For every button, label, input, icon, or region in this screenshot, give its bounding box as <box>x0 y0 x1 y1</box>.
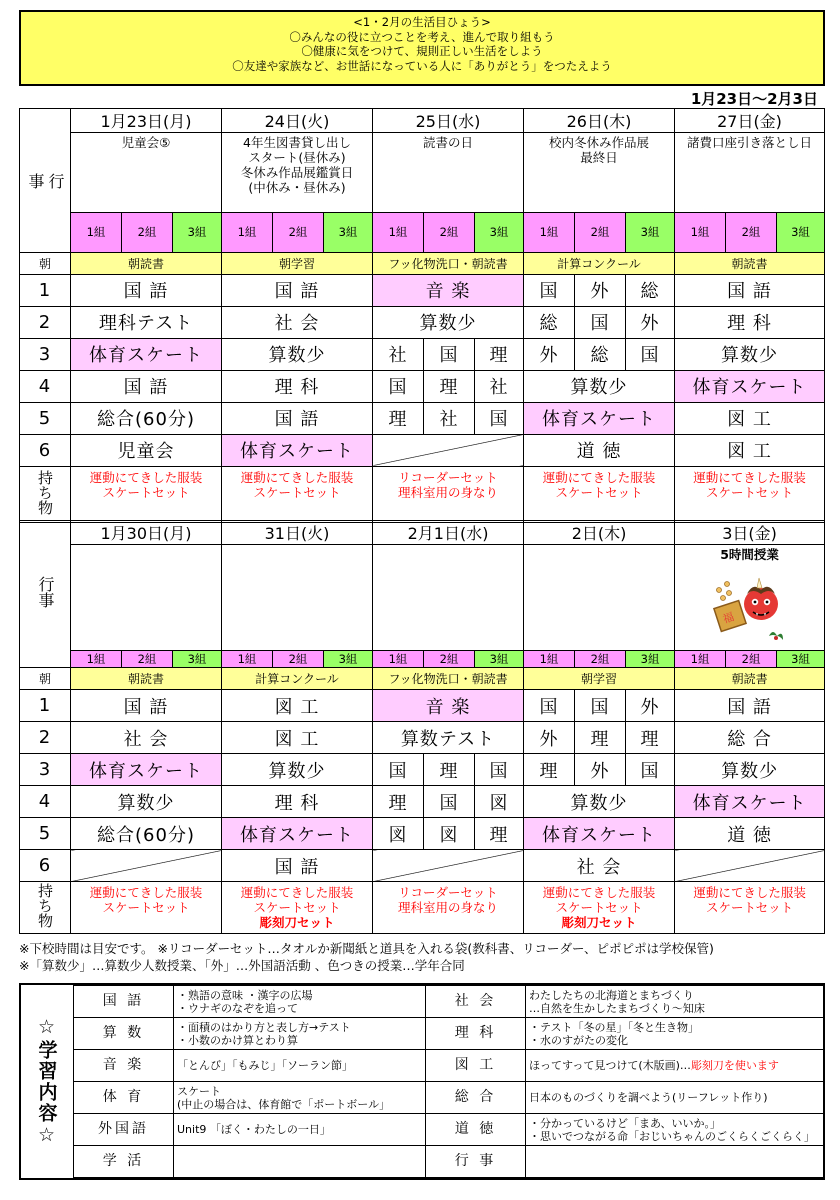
subject-content: ・分かっているけど「まあ、いいか。」 ・思いでつながる命「おじいちゃんのごくらくごくらく」 <box>526 1114 824 1146</box>
subject-label: 音 楽 <box>74 1050 174 1082</box>
holly-icon <box>769 632 783 640</box>
date-header: 2日(木) <box>524 521 675 545</box>
lesson: 国 <box>626 754 675 786</box>
lesson: 総 <box>626 274 675 306</box>
event-cell: 読書の日 <box>373 133 524 213</box>
items-cell: 運動にてきした服装 スケートセット <box>222 466 373 522</box>
monthly-goals <box>19 10 825 86</box>
class-label: 3組 <box>777 213 825 253</box>
subject-label: 図 工 <box>426 1050 526 1082</box>
lesson: 図 <box>475 786 524 818</box>
class-label: 3組 <box>626 651 675 668</box>
date-header: 26日(木) <box>524 109 675 133</box>
lesson: 図 工 <box>675 402 825 434</box>
lesson: 理 科 <box>222 370 373 402</box>
event-cell <box>373 545 524 651</box>
class-label: 2組 <box>273 651 324 668</box>
period-label: 6 <box>20 850 71 882</box>
event-cell: 児童会⑤ <box>71 133 222 213</box>
lesson-joint: 体育スケート <box>675 786 825 818</box>
lesson: 理科テスト <box>71 306 222 338</box>
period-label: 1 <box>20 274 71 306</box>
class-label: 3組 <box>324 213 373 253</box>
lesson: 国 <box>575 690 626 722</box>
class-label: 3組 <box>475 651 524 668</box>
subject-label: 学 活 <box>74 1146 174 1178</box>
subject-label: 道 徳 <box>426 1114 526 1146</box>
no-lesson <box>373 434 524 466</box>
period-label: 4 <box>20 786 71 818</box>
lesson: 国 <box>424 786 475 818</box>
items-cell: 運動にてきした服装 スケートセット 彫刻刀セット <box>524 882 675 934</box>
period-label: 3 <box>20 338 71 370</box>
class-label: 2組 <box>122 651 173 668</box>
goal-line: 〇友達や家族など、お世話になっている人に「ありがとう」をつたえよう <box>232 58 612 73</box>
lesson: 国 語 <box>675 274 825 306</box>
week2-schedule <box>19 520 825 934</box>
lesson: 外 <box>626 306 675 338</box>
class-label: 2組 <box>575 213 626 253</box>
lesson-joint: 体育スケート <box>222 434 373 466</box>
morning-activity: 朝学習 <box>524 668 675 690</box>
lesson: 図 工 <box>675 434 825 466</box>
items-cell: 運動にてきした服装 スケートセット <box>71 466 222 522</box>
lesson: 算数少 <box>222 338 373 370</box>
period-label: 5 <box>20 402 71 434</box>
lesson: 国 語 <box>675 690 825 722</box>
items-label: 持ち物 <box>20 466 71 522</box>
subject-content: ・テスト「冬の星」「冬と生き物」 ・水のすがたの変化 <box>526 1018 824 1050</box>
subject-content: 日本のものづくりを調べよう(リーフレット作り) <box>526 1082 824 1114</box>
class-label: 3組 <box>173 651 222 668</box>
class-label: 2組 <box>424 651 475 668</box>
date-header: 25日(水) <box>373 109 524 133</box>
lesson: 理 <box>626 722 675 754</box>
no-lesson <box>71 850 222 882</box>
class-label: 1組 <box>222 651 273 668</box>
lesson: 総 合 <box>675 722 825 754</box>
class-label: 3組 <box>324 651 373 668</box>
note-line: ※「算数少」…算数少人数授業、「外」…外国語活動 、色つきの授業…学年合同 <box>19 958 465 973</box>
lesson: 図 工 <box>222 690 373 722</box>
subject-label: 外国語 <box>74 1114 174 1146</box>
date-header: 1月23日(月) <box>71 109 222 133</box>
lesson: 外 <box>626 690 675 722</box>
subject-label: 理 科 <box>426 1018 526 1050</box>
items-label: 持ち物 <box>20 882 71 934</box>
event-cell <box>222 545 373 651</box>
morning-label: 朝 <box>20 668 71 690</box>
lesson-joint: 体育スケート <box>71 338 222 370</box>
items-cell: リコーダーセット 理科室用の身なり <box>373 882 524 934</box>
subject-label: 行 事 <box>426 1146 526 1178</box>
items-cell: 運動にてきした服装 スケートセット <box>71 882 222 934</box>
event-cell: 5時間授業 <box>675 545 825 651</box>
lesson: 国 <box>475 402 524 434</box>
lesson: 社 会 <box>524 850 675 882</box>
date-header: 3日(金) <box>675 521 825 545</box>
subject-content <box>526 1146 824 1178</box>
event-label: 行事 <box>20 213 71 253</box>
lesson: 社 会 <box>222 306 373 338</box>
morning-label: 朝 <box>20 252 71 274</box>
subject-content: 「とんび」「もみじ」「ソーラン節」 <box>174 1050 426 1082</box>
period-label: 5 <box>20 818 71 850</box>
study-table <box>73 985 824 1178</box>
study-title: ☆学習内容☆ <box>35 1015 58 1148</box>
lesson: 総合(60分) <box>71 818 222 850</box>
lesson: 理 <box>373 786 424 818</box>
lesson: 算数少 <box>675 338 825 370</box>
lesson: 図 <box>424 818 475 850</box>
subject-content <box>174 1146 426 1178</box>
lesson-joint: 音 楽 <box>373 690 524 722</box>
event-cell: 4年生図書貸し出し スタート(昼休み) 冬休み作品展鑑賞日 (中休み・昼休み) <box>222 133 373 213</box>
event-cell <box>524 545 675 651</box>
lesson: 外 <box>575 274 626 306</box>
lesson: 社 <box>475 370 524 402</box>
subject-content: Unit9 「ぼく・わたしの一日」 <box>174 1114 426 1146</box>
items-cell: 運動にてきした服装 スケートセット <box>524 466 675 522</box>
lesson: 国 <box>373 754 424 786</box>
subject-label: 国 語 <box>74 986 174 1018</box>
lesson: 理 <box>373 402 424 434</box>
subject-label: 社 会 <box>426 986 526 1018</box>
event-cell: 諸費口座引き落とし日 <box>675 133 825 213</box>
morning-activity: 朝学習 <box>222 252 373 274</box>
subject-label: 体 育 <box>74 1082 174 1114</box>
class-label: 2組 <box>726 213 777 253</box>
class-label: 1組 <box>373 213 424 253</box>
goals-title: <1・2月の生活目ひょう> <box>353 15 491 29</box>
event-label-cell <box>20 109 71 213</box>
lesson: 外 <box>524 722 575 754</box>
lesson: 理 <box>424 370 475 402</box>
lesson: 理 科 <box>222 786 373 818</box>
morning-activity: 計算コンクール <box>524 252 675 274</box>
lesson: 社 <box>424 402 475 434</box>
lesson: 理 <box>575 722 626 754</box>
items-cell: 運動にてきした服装 スケートセット 彫刻刀セット <box>222 882 373 934</box>
period-label: 4 <box>20 370 71 402</box>
class-label: 3組 <box>475 213 524 253</box>
goal-line: 〇健康に気をつけて、規則正しい生活をしよう <box>301 44 543 58</box>
lesson: 児童会 <box>71 434 222 466</box>
class-label: 3組 <box>173 213 222 253</box>
lesson: 算数少 <box>675 754 825 786</box>
subject-content: ・面積のはかり方と表し方→テスト ・小数のかけ算とわり算 <box>174 1018 426 1050</box>
period-label: 1 <box>20 690 71 722</box>
period-label: 2 <box>20 722 71 754</box>
lesson: 理 <box>475 818 524 850</box>
event-label: 行事 <box>20 521 71 668</box>
class-label: 1組 <box>524 651 575 668</box>
lesson: 算数少 <box>222 754 373 786</box>
lesson: 算数少 <box>524 370 675 402</box>
oni-icon <box>744 578 778 620</box>
period-label: 3 <box>20 754 71 786</box>
class-label: 1組 <box>71 213 122 253</box>
lesson: 国 <box>626 338 675 370</box>
class-label: 1組 <box>222 213 273 253</box>
subject-content: ほってすって見つけて(木版画)…彫刻刀を使います <box>526 1050 824 1082</box>
lesson-joint: 体育スケート <box>71 754 222 786</box>
subject-content: スケート (中止の場合は、体育館で「ポートボール」 <box>174 1082 426 1114</box>
lesson: 国 <box>524 690 575 722</box>
lesson: 国 <box>475 754 524 786</box>
morning-activity: 計算コンクール <box>222 668 373 690</box>
lesson: 社 会 <box>71 722 222 754</box>
lesson: 理 <box>524 754 575 786</box>
lesson: 図 工 <box>222 722 373 754</box>
morning-activity: 朝読書 <box>71 668 222 690</box>
lesson-joint: 音 楽 <box>373 274 524 306</box>
period-label: 6 <box>20 434 71 466</box>
lesson: 国 語 <box>71 690 222 722</box>
lesson: 国 <box>373 370 424 402</box>
lesson: 社 <box>373 338 424 370</box>
subject-content: わたしたちの北海道とまちづくり …自然を生かしたまちづくり～知床 <box>526 986 824 1018</box>
lesson: 外 <box>575 754 626 786</box>
lesson: 国 <box>524 274 575 306</box>
subject-label: 総 合 <box>426 1082 526 1114</box>
lesson: 道 徳 <box>524 434 675 466</box>
morning-activity: 朝読書 <box>675 668 825 690</box>
class-label: 1組 <box>71 651 122 668</box>
notes <box>19 940 839 974</box>
class-label: 2組 <box>424 213 475 253</box>
lesson: 総 <box>524 306 575 338</box>
no-lesson <box>373 850 524 882</box>
date-header: 1月30日(月) <box>71 521 222 545</box>
date-header: 31日(火) <box>222 521 373 545</box>
lesson: 国 語 <box>71 370 222 402</box>
date-header: 27日(金) <box>675 109 825 133</box>
lesson: 算数少 <box>524 786 675 818</box>
lesson-joint: 体育スケート <box>222 818 373 850</box>
lesson: 国 語 <box>222 850 373 882</box>
lesson: 国 語 <box>71 274 222 306</box>
lesson: 国 <box>424 338 475 370</box>
period-label: 2 <box>20 306 71 338</box>
lesson: 算数テスト <box>373 722 524 754</box>
class-label: 3組 <box>626 213 675 253</box>
items-cell: 運動にてきした服装 スケートセット <box>675 882 825 934</box>
lesson: 国 語 <box>222 274 373 306</box>
class-label: 2組 <box>575 651 626 668</box>
study-content-panel <box>19 983 825 1180</box>
lesson: 外 <box>524 338 575 370</box>
lesson: 総合(60分) <box>71 402 222 434</box>
morning-activity: フッ化物洗口・朝読書 <box>373 668 524 690</box>
oni-bean-illustration <box>713 568 785 650</box>
class-label: 2組 <box>122 213 173 253</box>
date-range: 1月23日～2月3日 <box>690 90 818 108</box>
class-label: 2組 <box>273 213 324 253</box>
morning-activity: フッ化物洗口・朝読書 <box>373 252 524 274</box>
lesson: 理 <box>475 338 524 370</box>
class-label: 1組 <box>675 651 726 668</box>
note-line: ※下校時間は目安です。 ※リコーダーセット…タオルか新聞紙と道具を入れる袋(教科書、リコーダー、ピポピポは学校保管) <box>19 941 714 956</box>
lesson: 算数少 <box>71 786 222 818</box>
class-label: 1組 <box>675 213 726 253</box>
class-label: 1組 <box>373 651 424 668</box>
lesson: 国 語 <box>222 402 373 434</box>
items-cell: リコーダーセット 理科室用の身なり <box>373 466 524 522</box>
lesson-joint: 体育スケート <box>524 402 675 434</box>
morning-activity: 朝読書 <box>675 252 825 274</box>
lesson: 国 <box>575 306 626 338</box>
lesson: 道 徳 <box>675 818 825 850</box>
event-cell <box>71 545 222 651</box>
class-label: 3組 <box>777 651 825 668</box>
class-label: 2組 <box>726 651 777 668</box>
subject-content: ・熟語の意味 ・漢字の広場 ・ウナギのなぞを追って <box>174 986 426 1018</box>
lesson-joint: 体育スケート <box>675 370 825 402</box>
subject-label: 算 数 <box>74 1018 174 1050</box>
week1-schedule <box>19 108 825 523</box>
svg-text:福: 福 <box>721 610 736 626</box>
lesson: 図 <box>373 818 424 850</box>
lesson: 理 <box>424 754 475 786</box>
event-cell: 校内冬休み作品展 最終日 <box>524 133 675 213</box>
lesson: 理 科 <box>675 306 825 338</box>
class-label: 1組 <box>524 213 575 253</box>
goal-line: 〇みんなの役に立つことを考え、進んで取り組もう <box>289 29 555 44</box>
morning-activity: 朝読書 <box>71 252 222 274</box>
lesson: 算数少 <box>373 306 524 338</box>
lesson: 総 <box>575 338 626 370</box>
no-lesson <box>675 850 825 882</box>
lesson-joint: 体育スケート <box>524 818 675 850</box>
bean-box-icon <box>714 582 746 632</box>
items-cell: 運動にてきした服装 スケートセット <box>675 466 825 522</box>
date-header: 24日(火) <box>222 109 373 133</box>
date-header: 2月1日(水) <box>373 521 524 545</box>
